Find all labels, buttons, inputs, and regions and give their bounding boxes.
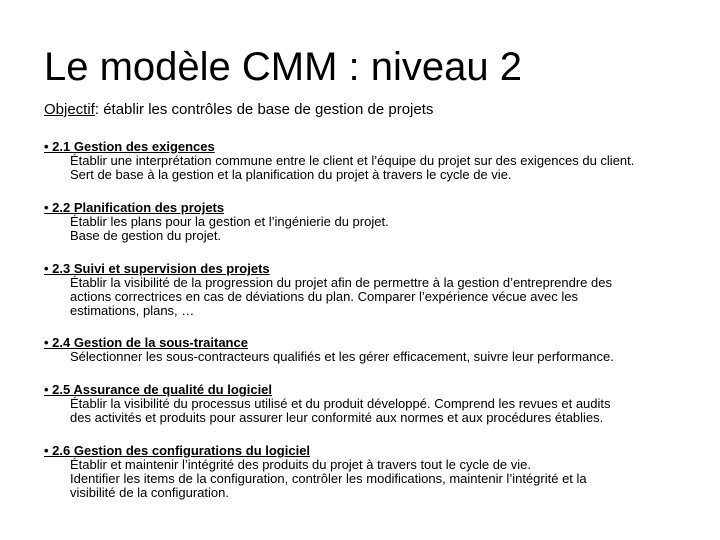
section-line: actions correctrices en cas de déviations du plan. Comparer l’expérience vécue avec les bbox=[70, 289, 578, 304]
section-line: estimations, plans, … bbox=[70, 303, 195, 318]
section-quality-assurance bbox=[44, 383, 704, 425]
objective-line bbox=[44, 100, 433, 120]
section-line: Base de gestion du projet. bbox=[70, 228, 222, 243]
section-configuration-management bbox=[44, 444, 704, 500]
section-line: Établir une interprétation commune entre le client et l’équipe du projet sur des exigences du client. bbox=[70, 153, 635, 168]
section-heading: • 2.3 Suivi et supervision des projets bbox=[44, 261, 270, 276]
section-body bbox=[70, 276, 700, 318]
section-tracking bbox=[44, 262, 704, 318]
section-planning bbox=[44, 201, 704, 243]
section-line: Établir les plans pour la gestion et l’ingénierie du projet. bbox=[70, 214, 389, 229]
section-body bbox=[70, 458, 700, 500]
section-line: Établir la visibilité du processus utilisé et du produit développé. Comprend les revues et audits bbox=[70, 396, 611, 411]
section-heading: • 2.6 Gestion des configurations du logiciel bbox=[44, 443, 311, 458]
section-line: des activités et produits pour assurer leur conformité aux normes et aux procédures établies. bbox=[70, 410, 604, 425]
section-body bbox=[70, 215, 700, 243]
section-heading: • 2.4 Gestion de la sous-traitance bbox=[44, 335, 248, 350]
objective-label: Objectif bbox=[44, 101, 95, 118]
section-subcontracting bbox=[44, 336, 704, 364]
section-body bbox=[70, 397, 700, 425]
objective-text: : établir les contrôles de base de gestion de projets bbox=[94, 101, 434, 118]
section-requirements bbox=[44, 140, 704, 182]
section-line: Établir la visibilité de la progression du projet afin de permettre à la gestion d’entreprendre des bbox=[70, 275, 612, 290]
slide-title: Le modèle CMM : niveau 2 bbox=[44, 45, 523, 89]
section-heading: • 2.1 Gestion des exigences bbox=[44, 139, 215, 154]
section-heading: • 2.2 Planification des projets bbox=[44, 200, 225, 215]
section-line: visibilité de la configuration. bbox=[70, 485, 229, 500]
section-line: Établir et maintenir l’intégrité des produits du projet à travers tout le cycle de vie. bbox=[70, 457, 532, 472]
section-line: Identifier les items de la configuration, contrôler les modifications, maintenir l’intégrité et la bbox=[70, 471, 587, 486]
section-body bbox=[70, 154, 700, 182]
section-line: Sert de base à la gestion et la planification du projet à travers le cycle de vie. bbox=[70, 167, 512, 182]
section-body bbox=[70, 350, 700, 364]
section-heading: • 2.5 Assurance de qualité du logiciel bbox=[44, 382, 273, 397]
section-line: Sélectionner les sous-contracteurs qualifiés et les gérer efficacement, suivre leur performance. bbox=[70, 349, 614, 364]
